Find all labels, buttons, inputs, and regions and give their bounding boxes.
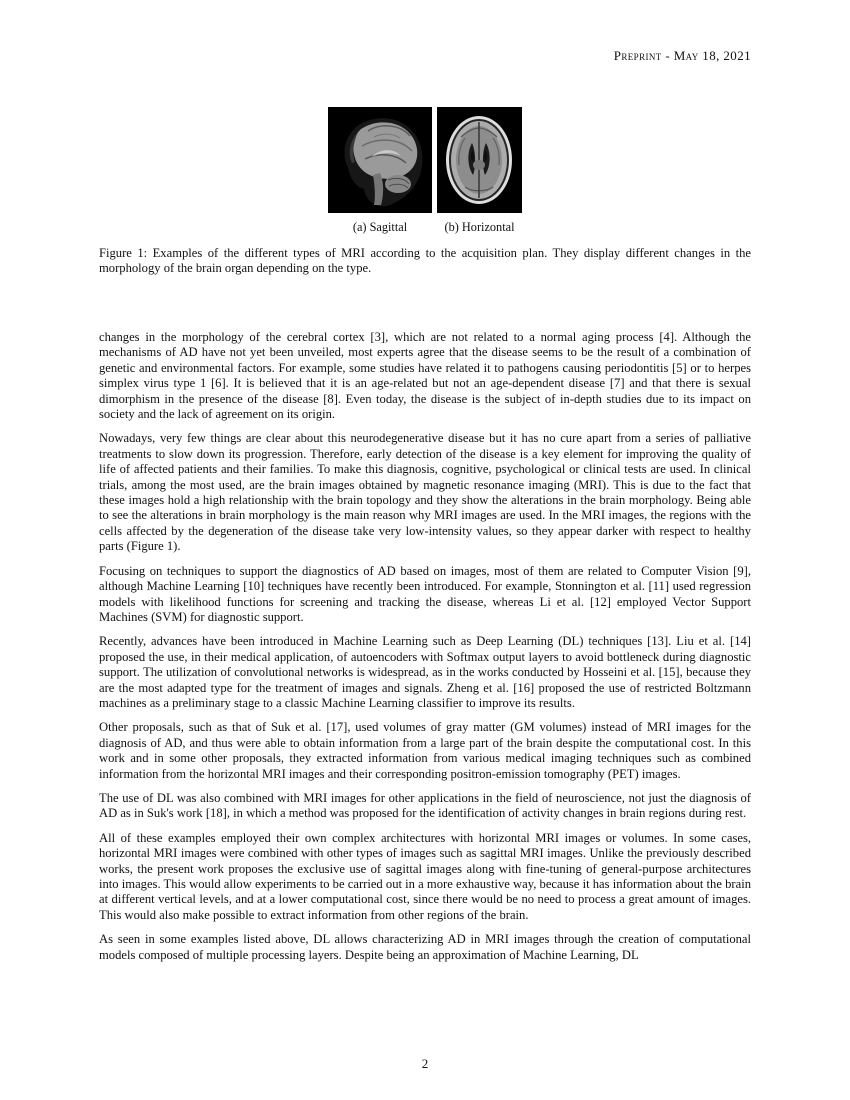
paragraph: As seen in some examples listed above, DL allows characterizing AD in MRI images through the creation of computational models composed of multiple processing layers. Despite being an approximation of Machine Learning, DL	[99, 932, 751, 962]
page-number: 2	[421, 1056, 429, 1071]
paragraph: Recently, advances have been introduced in Machine Learning such as Deep Learning (DL) techniques [13]. Liu et al. [14] proposed the use, in their medical application, of autoencoders with Softmax output layers to avoid bottleneck during diagnostic support. The utilization of convolutional networks is widespread, as in the works conducted by Hosseini et al. [15], because they are the most adapted type for the treatment of images and signals. Zheng et al. [16] proposed the use of restricted Boltzmann machines as a preliminary stage to a classic Machine Learning classifier to improve its results.	[99, 634, 751, 710]
paragraph: Focusing on techniques to support the diagnostics of AD based on images, most of them are related to Computer Vision [9], although Machine Learning [10] techniques have recently been introduced. For example, Stonnington et al. [11] used regression models with likelihood functions for screening and tracking the disease, whereas Li et al. [12] employed Vector Support Machines (SVM) for diagnostic support.	[99, 563, 751, 624]
figure-caption: Figure 1: Examples of the different types of MRI according to the acquisition plan. They display different changes in the morphology of the brain organ depending on the type.	[99, 246, 751, 276]
mri-sagittal-image	[328, 107, 432, 213]
subfigure-sagittal	[328, 107, 432, 235]
mri-horizontal-image	[437, 107, 522, 213]
figure-1	[0, 107, 850, 235]
running-header: Preprint - May 18, 2021	[613, 48, 751, 63]
paragraph: Nowadays, very few things are clear about this neurodegenerative disease but it has no cure apart from a series of palliative treatments to slow down its progression. Therefore, early detection of the disease is a key element for improving the quality of life of affected patients and their families. To make this diagnosis, cognitive, psychological or clinical tests are used. In clinical trials, among the most used, are the brain images obtained by magnetic resonance imaging (MRI). This is due to the fact that these images hold a high relationship with the brain topology and they show the alterations in the brain morphology. Being able to see the alterations in brain morphology is the main reason why MRI images are used. In the MRI images, the regions with the cells affected by the degeneration of the disease take very low-intensity values, so they appear darker with respect to healthy parts (Figure 1).	[99, 431, 751, 554]
subcaption-sagittal: (a) Sagittal	[352, 220, 408, 234]
subfigure-horizontal	[437, 107, 522, 235]
paragraph: All of these examples employed their own complex architectures with horizontal MRI images or volumes. In some cases, horizontal MRI images were combined with other types of images such as sagittal MRI images. Unlike the previously described works, the present work proposes the exclusive use of sagittal images along with fine-tuning of general-purpose architectures into images. This would allow experiments to be carried out in a more exhaustive way, because it has information about the brain at different vertical levels, and at a lower computational cost, since there would be no need to process a great amount of images. This would also make possible to extract information from other regions of the brain.	[99, 830, 751, 922]
paragraph: The use of DL was also combined with MRI images for other applications in the field of neuroscience, not just the diagnosis of AD as in Suk's work [18], in which a method was proposed for the identification of activity changes in brain regions during rest.	[99, 790, 751, 821]
paragraph: changes in the morphology of the cerebral cortex [3], which are not related to a normal aging process [4]. Although the mechanisms of AD have not yet been unveiled, most experts agree that the disease seems to be the result of a combination of genetic and environmental factors. For example, some studies have related it to pathogens causing periodontitis [5] or to herpes simplex virus type 1 [6]. It is believed that it is an age-related but not an age-dependent disease [7] and that there is sexual dimorphism in the presence of the disease [8]. Even today, the disease is the subject of in-depth studies due to its impact on society and the lack of agreement on its origin.	[99, 330, 751, 422]
body-text	[99, 330, 751, 972]
subcaption-horizontal: (b) Horizontal	[444, 220, 515, 234]
paragraph: Other proposals, such as that of Suk et al. [17], used volumes of gray matter (GM volumes) instead of MRI images for the diagnosis of AD, and thus were able to obtain information from a large part of the brain despite the computational cost. In this work and in some other proposals, they extracted information from various medical imaging techniques such as combined information from the horizontal MRI images and their corresponding positron-emission tomography (PET) images.	[99, 720, 751, 781]
